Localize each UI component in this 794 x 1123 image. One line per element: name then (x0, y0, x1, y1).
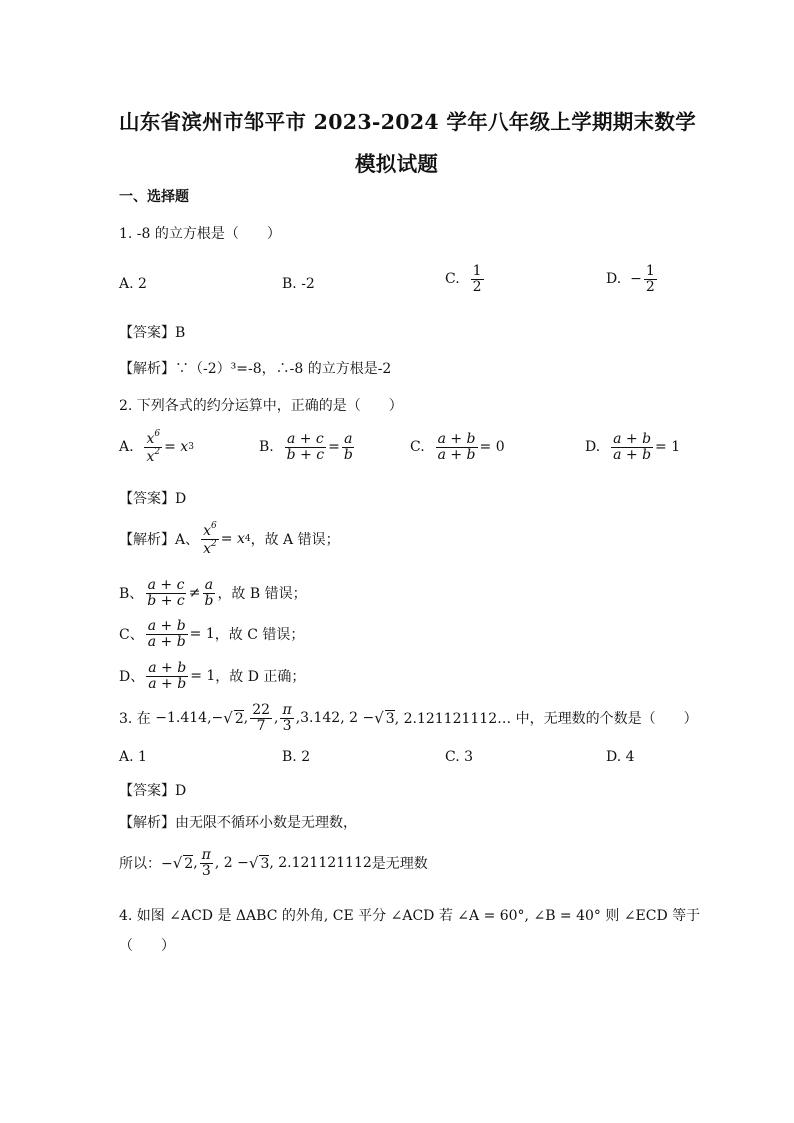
exponent: 2 (154, 446, 161, 457)
q1-answer (119, 322, 185, 342)
numerator (201, 522, 219, 540)
number-list: , 2.121121112… 中，无理数的个数是（ ） (394, 711, 698, 728)
q1-stem: 1. -8 的立方根是（ ） (119, 226, 281, 242)
fraction (285, 432, 326, 462)
answer-value: D (175, 783, 187, 799)
q3-option-c: C. 3 (445, 749, 474, 765)
denominator (201, 540, 219, 557)
denominator: a + b (148, 675, 187, 692)
equals-sign: = (164, 439, 176, 456)
denominator (144, 448, 162, 465)
fraction (436, 432, 478, 462)
fraction (250, 703, 272, 733)
variable-x: x (146, 431, 155, 447)
denominator: 3 (282, 717, 292, 734)
option-letter: D. (606, 271, 622, 288)
q1-option-b: B. -2 (282, 276, 315, 292)
not-equal-sign: ≠ (188, 585, 201, 602)
sqrt-icon: √ (374, 709, 384, 728)
q1-option-a: A. 2 (119, 276, 147, 292)
minus-sign: − (630, 271, 642, 288)
number-list: , 2 − (214, 855, 249, 872)
option-letter: B. (259, 439, 274, 456)
sqrt-icon: √ (223, 709, 233, 728)
value: 1 (671, 439, 681, 456)
sqrt-icon: √ (248, 854, 259, 873)
denominator: b (343, 446, 353, 463)
numerator: 22 (252, 702, 271, 718)
numerator: a + b (437, 431, 476, 447)
radicand: 2 (184, 855, 194, 872)
comma: , (274, 710, 279, 727)
radicand: 3 (385, 710, 395, 727)
equals-sign: = (479, 439, 492, 456)
q1-option-d (606, 264, 659, 294)
q2-option-a (119, 430, 194, 464)
denominator: b + c (147, 592, 185, 609)
comma: , (193, 855, 198, 872)
q3-option-b: B. 2 (282, 749, 311, 765)
q2-analysis-d (119, 661, 305, 691)
q3-stem (119, 703, 698, 733)
q3-analysis (119, 812, 357, 832)
q3-option-d: D. 4 (606, 749, 635, 765)
label: ，故 A 错误； (250, 532, 340, 549)
fraction (145, 578, 186, 608)
fraction (146, 661, 188, 691)
fraction (146, 619, 188, 649)
option-letter: A. (119, 439, 134, 456)
q1-option-c (445, 264, 486, 294)
fraction (471, 264, 484, 294)
denominator: 3 (201, 862, 211, 879)
value: 1 (206, 668, 216, 685)
fraction (280, 703, 293, 733)
page-title: 山东省滨州市邹平市 2023-2024 学年八年级上学期期末数学 (119, 110, 696, 134)
label: A、 (175, 532, 200, 549)
numerator: 1 (472, 263, 482, 279)
label: 是无理数 (371, 856, 428, 873)
fraction (200, 848, 213, 878)
numerator: π (282, 702, 292, 718)
denominator: 2 (472, 278, 482, 295)
option-letter: D. (585, 439, 601, 456)
label: B、 (119, 586, 144, 603)
q2-option-b (259, 432, 357, 462)
q2-option-d (585, 432, 680, 462)
label: ，故 C 错误； (214, 627, 305, 644)
label: D、 (119, 669, 145, 686)
analysis-tag: 【解析】 (119, 361, 175, 377)
equals-sign: = (655, 439, 667, 456)
numerator: π (201, 847, 211, 863)
q2-answer (119, 488, 186, 508)
denominator: a + b (147, 633, 186, 650)
fraction (201, 522, 219, 556)
answer-tag: 【答案】 (119, 325, 175, 341)
analysis-text: ∵（-2）³=-8，∴-8 的立方根是-2 (175, 361, 392, 377)
q2-option-c (410, 432, 505, 462)
section-heading: 一、选择题 (119, 189, 189, 205)
variable-x: x (203, 540, 212, 557)
q3-answer (119, 780, 186, 800)
radicand: 3 (260, 855, 270, 872)
answer-tag: 【答案】 (119, 491, 175, 507)
equals-sign: = (190, 668, 202, 685)
q3-option-a: A. 1 (119, 749, 147, 765)
numerator: a + c (147, 577, 185, 593)
variable-x: x (146, 448, 155, 465)
q1-analysis (119, 358, 391, 378)
q2-analysis-b (119, 578, 307, 608)
analysis-tag: 【解析】 (119, 532, 175, 549)
variable-x: x (180, 439, 189, 456)
denominator: 2 (645, 278, 655, 295)
q3-analysis-conclusion (119, 848, 428, 878)
option-letter: C. (410, 439, 425, 456)
option-letter: C. (445, 271, 460, 288)
number-list: −1.414,− (155, 710, 224, 727)
q4-stem-line2: （ ） (119, 938, 175, 954)
page-title-line2: 模拟试题 (355, 152, 439, 176)
sqrt-icon: √ (172, 854, 183, 873)
denominator: b (204, 592, 214, 609)
variable-x: x (203, 523, 212, 539)
denominator: b + c (286, 446, 325, 463)
fraction (202, 578, 215, 608)
fraction (611, 432, 653, 462)
denominator: 7 (256, 717, 266, 734)
numerator: a (204, 577, 214, 593)
radicand: 2 (234, 710, 244, 727)
fraction (144, 430, 162, 464)
analysis-text: 由无限不循环小数是无理数， (175, 815, 357, 831)
label: 3. 在 (119, 711, 151, 728)
equals-sign: = (189, 626, 202, 643)
numerator: a + b (148, 660, 187, 676)
fraction (644, 264, 657, 294)
exponent: 2 (211, 538, 217, 549)
label: 所以：− (119, 856, 173, 873)
answer-value: B (175, 325, 186, 341)
equals-sign: = (220, 531, 233, 548)
numerator (144, 430, 162, 448)
denominator: a + b (613, 446, 652, 463)
label: ，故 B 错误； (217, 586, 307, 603)
equals-sign: = (328, 439, 340, 456)
label: ，故 D 正确； (215, 669, 306, 686)
q4-stem: 4. 如图 ∠ACD 是 ΔABC 的外角, CE 平分 ∠ACD 若 ∠A = 60°, ∠B = 40° 则 ∠ECD 等于 (119, 908, 701, 924)
exponent: 3 (188, 442, 194, 453)
denominator: a + b (437, 446, 476, 463)
numerator: a + c (286, 431, 324, 447)
label: C、 (119, 627, 144, 644)
value: 1 (205, 626, 215, 643)
numerator: a + b (613, 431, 652, 447)
exponent: 4 (244, 534, 251, 545)
variable-x: x (236, 531, 245, 548)
numerator: a + b (147, 618, 186, 634)
numerator: a (344, 431, 353, 447)
exponent: 6 (154, 429, 161, 439)
q2-analysis-c (119, 619, 304, 649)
exponent: 6 (211, 521, 217, 531)
numerator: 1 (645, 263, 655, 279)
q2-stem: 2. 下列各式的约分运算中，正确的是（ ） (119, 398, 403, 414)
number-list: , 2.121121112 (269, 855, 372, 872)
comma: , (243, 710, 249, 727)
fraction (342, 432, 355, 462)
q2-analysis-a (119, 522, 340, 556)
answer-tag: 【答案】 (119, 783, 175, 799)
answer-value: D (175, 491, 187, 507)
value: 0 (495, 439, 505, 456)
number-list: ,3.142, 2 − (295, 710, 375, 727)
analysis-tag: 【解析】 (119, 815, 175, 831)
